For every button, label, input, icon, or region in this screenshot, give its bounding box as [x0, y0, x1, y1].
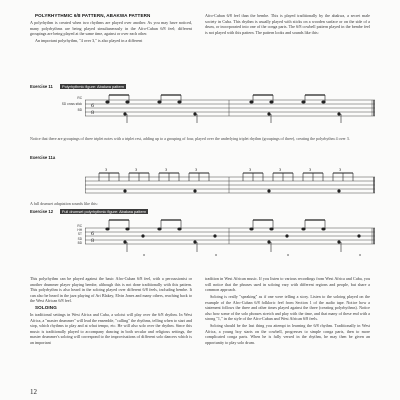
- top-right-column: [205, 13, 370, 37]
- exercise-12-staff: [85, 216, 375, 258]
- top-left-column: [30, 13, 192, 45]
- paragraph: A polyrhythm is created when two rhythms are played over another. As you may have noticed, many polyrhythms are being played simultaneously in the Afro-Cuban 6/8 feel; different groupings are being played at the same time, against or over each other.: [30, 20, 192, 36]
- exercise-11-instruments: [30, 96, 82, 112]
- exercise-11-staff: [85, 92, 375, 126]
- exercise-12-instruments: [58, 224, 82, 245]
- svg-text:6: 6: [91, 231, 95, 237]
- paragraph: Soloing is really "speaking" as if one were telling a story. Listen to the soloing played on the example of the Afro-Cuban 6/8 folkloric feel from Section 1 of the audio tape. Notice how a statement follows the three and other times played against the three (creating polyrhythms). Notice also how some of the solo phrases stretch and play with the time, and that many of these end with a strong "1," in the style of the Afro-Cuban and West African 6/8 feels.: [205, 294, 370, 321]
- bottom-left-column: [30, 276, 192, 347]
- notice-paragraph: Notice that there are groupings of three triplet notes with a triplet rest, adding up to a grouping of four, played over the underlying triplet rhythm (groupings of three), creating the polyrhythm 4 over 3.: [30, 136, 350, 141]
- instrument-label: ST: [77, 232, 82, 237]
- svg-text:x: x: [359, 253, 362, 257]
- bottom-right-column: [205, 276, 370, 347]
- instrument-label: SD: [77, 236, 82, 241]
- exercise-12-tag: Full drumset polyrhythmic figure: Abakwa pattern: [62, 209, 147, 214]
- svg-text:3: 3: [339, 168, 342, 172]
- exercise-11-tag: Polyrhythmic figure: Abakwa pattern: [62, 84, 125, 89]
- paragraph: Soloing should be the last thing you attempt in learning the 6/8 rhythm. Traditionally in West Africa, a young boy starts on the cowbell, progresses to simple conga parts, then to more complicated conga parts. When he is fully versed in the rhythm, he may then be given an opportunity to play solo drum.: [205, 323, 370, 345]
- exercise-11-label: Exercise 11: [30, 84, 53, 89]
- instrument-label: RC: [77, 224, 82, 228]
- svg-text:3: 3: [195, 168, 198, 172]
- paragraph: This polyrhythm can be played against the basic Afro-Cuban 6/8 feel, with a percussionist or another drummer player playing bembe, although this is not done traditionally with this pattern. This polyrhythm is also heard in the soloing played over different 6/8 feels, including bembe. It can also be heard in the jazz playing of Art Blakey, Elvin Jones and many others, reaching back to the West African 6/8 feel.: [30, 276, 192, 303]
- instrument-label: RC: [77, 96, 82, 100]
- instrument-label: BD: [77, 108, 82, 112]
- svg-text:3: 3: [249, 168, 252, 172]
- exercise-11a-label: Exercise 11a: [30, 155, 56, 160]
- instrument-label: HH: [77, 228, 82, 233]
- exercise-12-label: Exercise 12: [30, 209, 54, 214]
- svg-text:3: 3: [279, 168, 282, 172]
- svg-text:x: x: [215, 253, 218, 257]
- paragraph: Afro-Cuban 6/8 feel than the bembe. This is played traditionally by the abakwa, a secret male society in Cuba. This rhythm is usually played with sticks on a wooden surface or on the side of a drum, or incorporated into one of the conga parts. The 6/8 cowbell pattern played in the bembe feel is not played with this pattern. The pattern looks and sounds like this:: [205, 13, 370, 35]
- soloing-heading: SOLOING: [35, 305, 57, 310]
- instrument-label: BD: [77, 240, 82, 245]
- svg-text:6: 6: [91, 103, 95, 109]
- exercise-11a-staff: [85, 167, 375, 197]
- svg-text:3: 3: [135, 168, 138, 172]
- svg-text:3: 3: [165, 168, 168, 172]
- paragraph: An important polyrhythm, "4 over 3," is also played in a different: [35, 38, 143, 43]
- page-number: 12: [30, 388, 37, 396]
- instrument-label: SD cross stick: [61, 102, 82, 106]
- paragraph: tradition in West African music. If you listen to various recordings from West Africa and Cuba, you will notice that the phrases used in soloing vary with different regions and people, but share a common approach.: [205, 276, 370, 292]
- section-heading: POLYRHYTHMIC 6/8 PATTERN, ABAKWA PATTERN: [35, 13, 151, 18]
- svg-text:3: 3: [309, 168, 312, 172]
- exercise-11a-caption: A full drumset adaptation sounds like this:: [30, 201, 98, 206]
- svg-text:3: 3: [105, 168, 108, 172]
- svg-text:8: 8: [91, 110, 95, 116]
- svg-text:8: 8: [91, 238, 95, 244]
- svg-text:x: x: [143, 253, 146, 257]
- svg-text:x: x: [287, 253, 290, 257]
- paragraph: In traditional settings in West Africa and Cuba, a soloist will play over the 6/8 rhythm. In West Africa, a "master drummer" will lead the ensemble, "calling" the rhythms, telling when to start and stop, which rhythms to play and at what tempo, etc. He will also solo over the rhythm. Since this music is traditionally played to accompany dancing in both secular and religious settings, the master drummer's soloing will correspond to the improvisations of different solo dancers which is an important: [30, 312, 192, 345]
